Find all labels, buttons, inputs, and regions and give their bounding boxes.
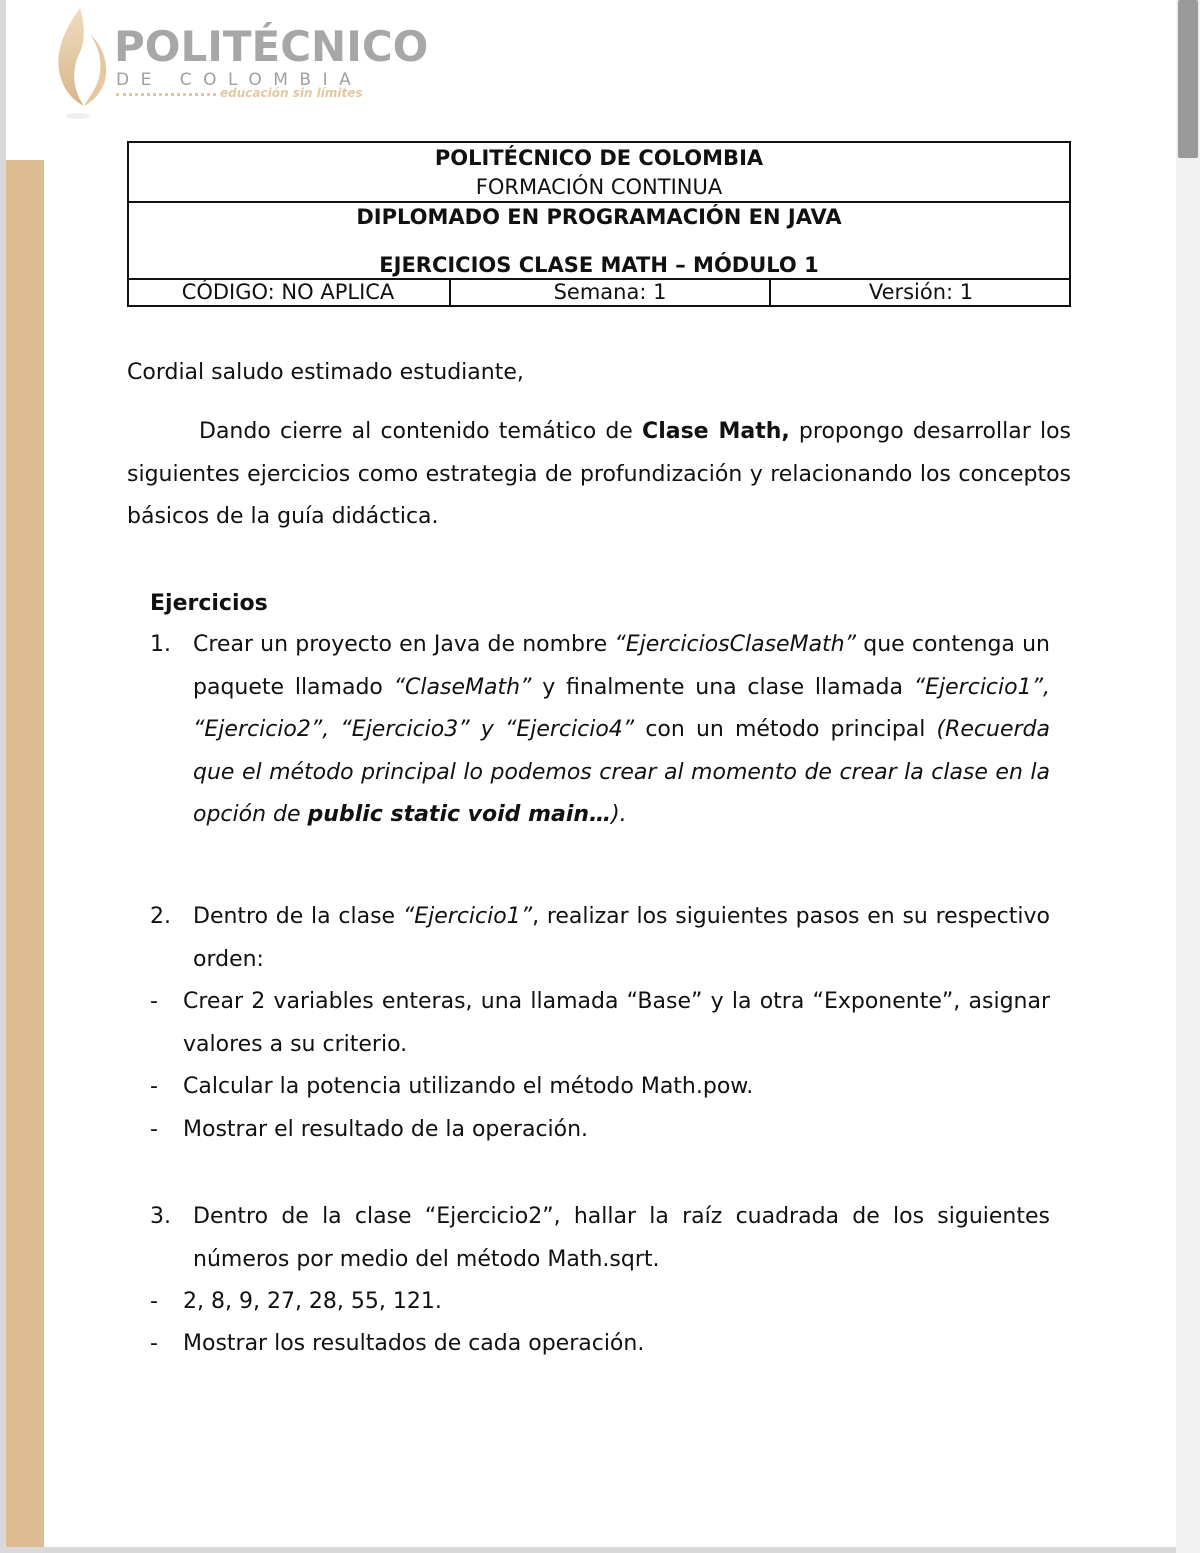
greeting: Cordial saludo estimado estudiante, xyxy=(127,360,524,385)
exercise-text: Dentro de la clase “Ejercicio2”, hallar la raíz cuadrada de los siguientes números por medio del método Math.sqrt. xyxy=(193,1204,1050,1272)
text-run: , realizar los siguientes pasos en su respectivo orden: xyxy=(193,904,1050,972)
scrollbar-thumb[interactable] xyxy=(1178,0,1198,158)
logo-title: POLITÉCNICO xyxy=(114,22,429,71)
note-code: public static void main… xyxy=(307,802,612,827)
list-item-text: Mostrar los resultados de cada operación. xyxy=(183,1331,645,1356)
exercise-text xyxy=(193,896,1050,981)
text-run: Crear un proyecto en Java de nombre xyxy=(193,632,615,657)
intro-bold-term: Clase Math, xyxy=(642,419,790,444)
dash-marker: - xyxy=(150,1289,158,1314)
flame-icon xyxy=(50,6,114,122)
class-name: “Ejercicio3” xyxy=(340,717,470,742)
header-divider xyxy=(129,201,1069,203)
page-edge-bottom xyxy=(0,1547,1200,1553)
dash-marker: - xyxy=(150,1117,158,1142)
exercise-number: 3. xyxy=(150,1204,171,1229)
text-run: y finalmente una clase llamada xyxy=(531,674,914,700)
dash-marker: - xyxy=(150,1331,158,1356)
intro-text: Dando cierre al contenido temático de xyxy=(199,419,643,444)
header-department: FORMACIÓN CONTINUA xyxy=(475,175,723,199)
exercise-number: 2. xyxy=(150,904,171,929)
intro-text: propongo desarrollar los siguientes ejercicios como estrategia de profundización y relacionando los conceptos básicos de la guía didáctica. xyxy=(127,419,1071,529)
note-text: ). xyxy=(611,802,627,827)
text-run: que contenga un paquete llamado xyxy=(193,632,1050,700)
dash-marker: - xyxy=(150,1074,158,1099)
header-institution: POLITÉCNICO DE COLOMBIA xyxy=(434,146,764,170)
text-run: con un método principal xyxy=(634,717,937,742)
logo-dotted-line xyxy=(116,93,216,98)
text-run: y xyxy=(480,717,494,742)
document-header-table xyxy=(127,141,1071,307)
note-text: (Recuerda que el método principal lo podemos crear al momento de crear la clase en la opción de xyxy=(193,717,1050,827)
decorative-side-band xyxy=(6,160,44,1547)
header-version: Versión: 1 xyxy=(769,280,1071,305)
list-item-text: 2, 8, 9, 27, 28, 55, 121. xyxy=(183,1289,442,1314)
exercise-text xyxy=(193,624,1050,837)
logo-subtitle: DE COLOMBIA xyxy=(116,70,363,90)
package-name: “ClaseMath” xyxy=(393,674,532,700)
header-program: DIPLOMADO EN PROGRAMACIÓN EN JAVA xyxy=(356,205,842,229)
text-run: Dentro de la clase xyxy=(193,904,403,929)
list-item-text: Mostrar el resultado de la operación. xyxy=(183,1117,589,1142)
class-name: “Ejercicio1” xyxy=(402,904,533,929)
header-document-title: EJERCICIOS CLASE MATH – MÓDULO 1 xyxy=(379,253,819,277)
exercise-number: 1. xyxy=(150,632,171,657)
intro-paragraph xyxy=(127,411,1071,539)
exercises-heading: Ejercicios xyxy=(150,591,268,616)
header-code: CÓDIGO: NO APLICA xyxy=(181,280,395,304)
class-name: “Ejercicio4” xyxy=(504,717,635,742)
class-name: “Ejercicio2”, xyxy=(193,717,330,742)
header-week: Semana: 1 xyxy=(449,280,769,305)
list-item-text: Crear 2 variables enteras, una llamada “Base” y la otra “Exponente”, asignar valores a su criterio. xyxy=(183,989,1050,1057)
list-item-text: Calcular la potencia utilizando el método Math.pow. xyxy=(183,1074,754,1099)
politecnico-logo xyxy=(50,6,429,122)
class-name: “Ejercicio1”, xyxy=(913,674,1050,700)
dash-marker: - xyxy=(150,989,158,1014)
vertical-scrollbar[interactable] xyxy=(1176,0,1200,1553)
logo-tagline: educación sin límites xyxy=(220,86,363,100)
project-name: “EjerciciosClaseMath” xyxy=(614,632,857,657)
